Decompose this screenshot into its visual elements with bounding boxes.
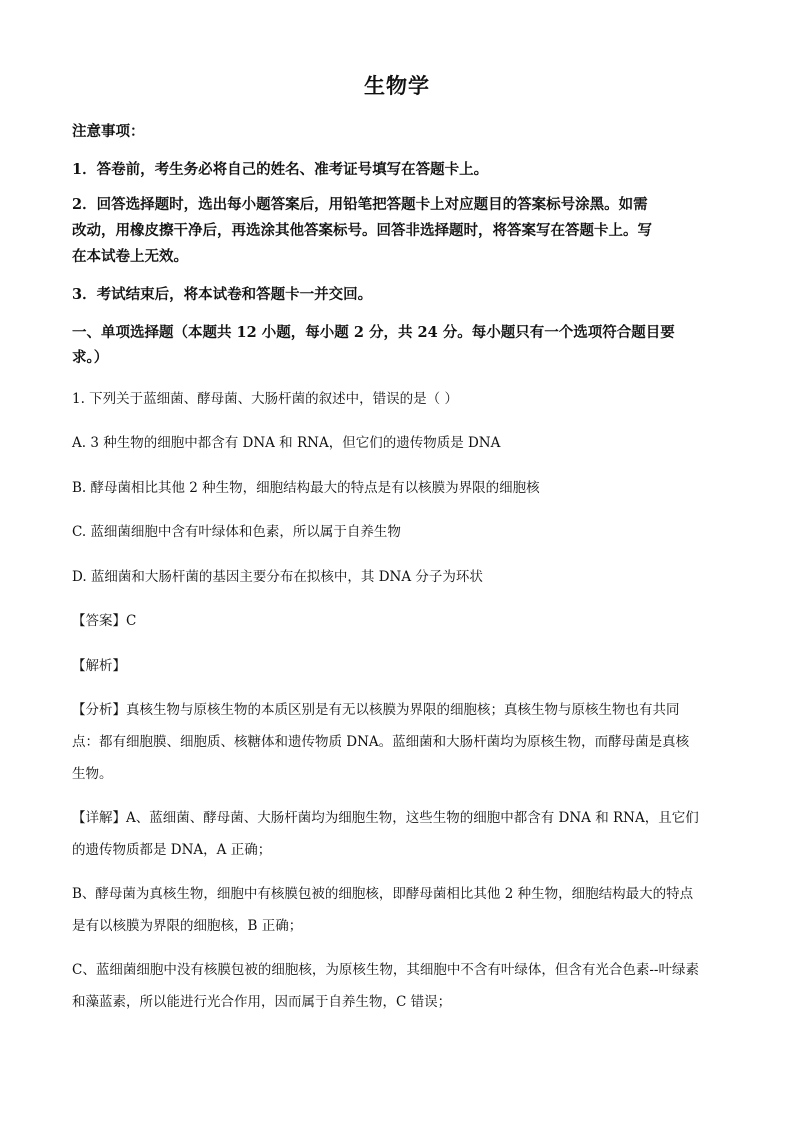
option-d: D. 蓝细菌和大肠杆菌的基因主要分布在拟核中，其 DNA 分子为环状 [72,569,483,585]
detail-c-line-2: 和藻蓝素，所以能进行光合作用，因而属于自养生物，C 错误； [72,994,452,1010]
detail-a-line-2: 的遗传物质都是 DNA，A 正确； [72,842,272,858]
explanation-heading: 【解析】 [72,658,126,674]
notice-item-2-line-2: 改动，用橡皮擦干净后，再选涂其他答案标号。回答非选择题时，将答案写在答题卡上。写 [72,222,652,239]
question-stem: 1. 下列关于蓝细菌、酵母菌、大肠杆菌的叙述中，错误的是（ ） [72,391,458,407]
detail-b-line-1: B、酵母菌为真核生物，细胞中有核膜包被的细胞核，即酵母菌相比其他 2 种生物，细胞结构最大的特点 [72,886,694,902]
section-heading-line-2: 求。） [72,349,109,366]
analysis-line-1: 【分析】真核生物与原核生物的本质区别是有无以核膜为界限的细胞核；真核生物与原核生物也有共同 [72,702,680,718]
page-title: 生物学 [364,73,430,98]
option-a: A. 3 种生物的细胞中都含有 DNA 和 RNA，但它们的遗传物质是 DNA [72,435,501,451]
option-c: C. 蓝细菌细胞中含有叶绿体和色素，所以属于自养生物 [72,524,401,540]
option-b: B. 酵母菌相比其他 2 种生物，细胞结构最大的特点是有以核膜为界限的细胞核 [72,480,540,496]
detail-a-line-1: 【详解】A、蓝细菌、酵母菌、大肠杆菌均为细胞生物，这些生物的细胞中都含有 DNA 和 RNA，且它们 [72,810,699,826]
answer-label: 【答案】C [72,613,137,629]
notice-heading: 注意事项： [72,123,145,140]
notice-item-2-line-3: 在本试卷上无效。 [72,248,188,265]
analysis-line-3: 生物。 [72,766,113,782]
detail-b-line-2: 是有以核膜为界限的细胞核，B 正确； [72,918,303,934]
notice-item-1: 1．答卷前，考生务必将自己的姓名、准考证号填写在答题卡上。 [72,161,489,178]
section-heading-line-1: 一、单项选择题（本题共 12 小题，每小题 2 分，共 24 分。每小题只有一个选项符合题目要 [72,324,675,341]
detail-c-line-1: C、蓝细菌细胞中没有核膜包被的细胞核，为原核生物，其细胞中不含有叶绿体，但含有光合色素--叶绿素 [72,962,699,978]
analysis-line-2: 点：都有细胞膜、细胞质、核糖体和遗传物质 DNA。蓝细菌和大肠杆菌均为原核生物，而酵母菌是真核 [72,734,690,750]
notice-item-3: 3．考试结束后，将本试卷和答题卡一并交回。 [72,286,373,303]
notice-item-2-line-1: 2．回答选择题时，选出每小题答案后，用铅笔把答题卡上对应题目的答案标号涂黑。如需 [72,196,648,213]
